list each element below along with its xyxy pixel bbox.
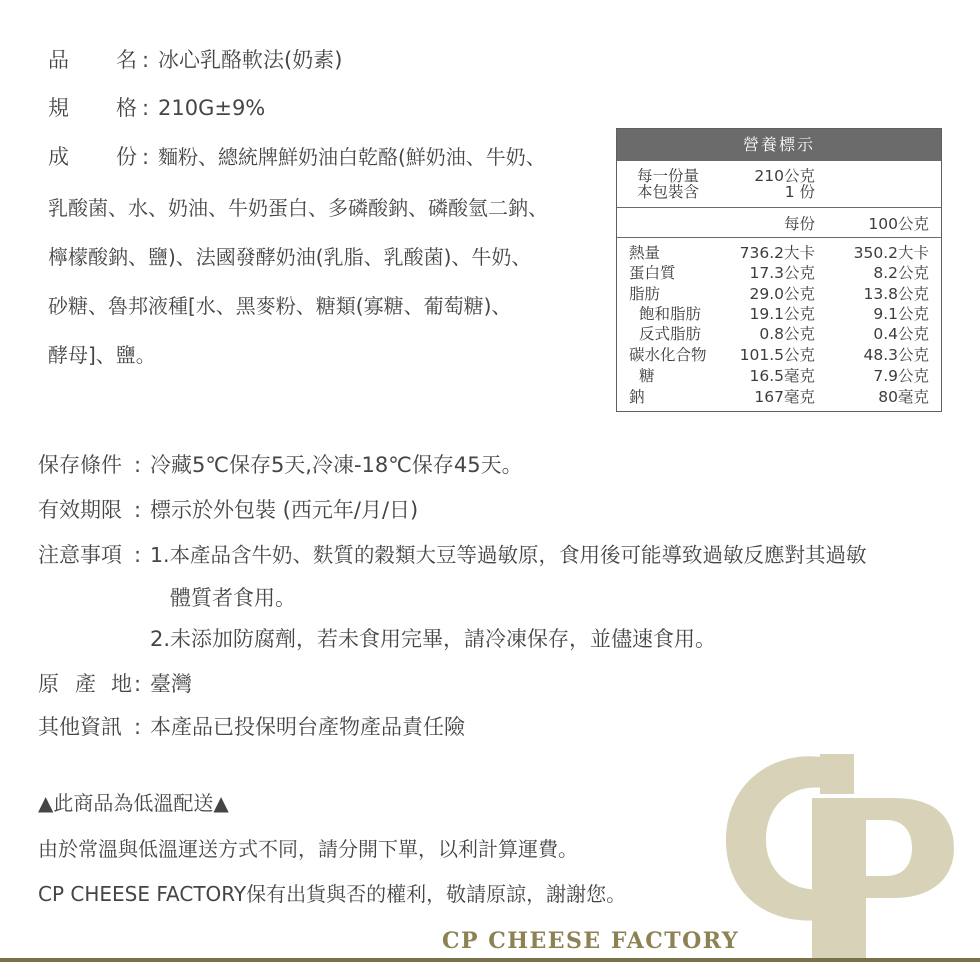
note-1-line-2: 體質者食用。 — [170, 586, 296, 610]
shipping-notice-title: ▲此商品為低溫配送▲ — [38, 791, 229, 815]
spec-value: 210G±9% — [158, 96, 266, 120]
nutrient-name: 飽和脂肪 — [639, 305, 702, 323]
ingredients-line: 酵母]、鹽。 — [48, 343, 156, 367]
ingredients-line: 砂糖、魯邦液種[水、黑麥粉、糖類(寡糖、葡萄糖)、 — [48, 294, 512, 318]
col-header-per-serving: 每份 — [783, 215, 815, 233]
nutrient-name: 鈉 — [629, 388, 645, 406]
colon: : — [134, 498, 142, 522]
serving-size-label: 每一份量 — [637, 167, 700, 185]
nutrient-name: 熱量 — [629, 244, 661, 262]
brand-name: CP CHEESE FACTORY — [442, 928, 740, 954]
colon: : — [142, 48, 150, 72]
note-2: 2.未添加防腐劑，若未食用完畢，請冷凍保存，並儘速食用。 — [150, 627, 717, 651]
nutrient-per-serving: 0.8公克 — [759, 325, 815, 343]
nutrient-name: 碳水化合物 — [629, 346, 707, 364]
serving-size-value: 210公克 — [754, 167, 815, 185]
origin-label-char3: 地 — [111, 672, 132, 696]
nutrient-per-serving: 29.0公克 — [749, 285, 815, 303]
expiry-label: 有效期限 — [38, 498, 122, 522]
other-info-value: 本產品已投保明台產物產品責任險 — [150, 715, 465, 739]
footer-divider — [0, 958, 980, 962]
servings-per-pack-label: 本包裝含 — [637, 183, 700, 201]
nutrient-per-serving: 17.3公克 — [749, 264, 815, 282]
notes-label: 注意事項 — [38, 543, 122, 567]
cp-monogram-logo — [716, 740, 956, 958]
colon: : — [142, 96, 150, 120]
origin-label-char2: 產 — [75, 672, 96, 696]
colon: : — [134, 715, 142, 739]
ingredients-line: 檸檬酸鈉、鹽)、法國發酵奶油(乳脂、乳酸菌)、牛奶、 — [48, 245, 532, 269]
nutrient-per-serving: 101.5公克 — [739, 346, 815, 364]
colon: : — [134, 672, 142, 696]
origin-value: 臺灣 — [150, 672, 192, 696]
storage-value: 冷藏5℃保存5天,冷凍-18℃保存45天。 — [150, 453, 523, 477]
spec-label-char2: 格 — [116, 96, 137, 120]
colon: : — [134, 453, 142, 477]
nutrition-facts-table — [616, 128, 942, 412]
nutrient-name: 脂肪 — [629, 285, 661, 303]
nutrient-per-100g: 48.3公克 — [863, 346, 929, 364]
nutrient-per-100g: 80毫克 — [878, 388, 929, 406]
shipping-notice-line: 由於常溫與低溫運送方式不同，請分開下單，以利計算運費。 — [38, 837, 578, 861]
cp-monogram-icon — [716, 740, 956, 958]
divider — [617, 237, 941, 238]
nutrient-per-serving: 736.2大卡 — [739, 244, 815, 262]
divider — [617, 207, 941, 208]
col-header-per-100g: 100公克 — [868, 215, 929, 233]
ingredients-label-char2: 份 — [116, 145, 137, 169]
nutrient-name: 糖 — [639, 367, 655, 385]
spec-label-char1: 規 — [48, 96, 69, 120]
servings-per-pack-value: 1 份 — [784, 183, 815, 201]
product-name-label-char1: 品 — [48, 48, 69, 72]
product-name-label-char2: 名 — [116, 48, 137, 72]
nutrient-per-100g: 7.9公克 — [873, 367, 929, 385]
nutrient-per-100g: 0.4公克 — [873, 325, 929, 343]
storage-label: 保存條件 — [38, 453, 122, 477]
expiry-value: 標示於外包裝 (西元年/月/日) — [150, 498, 419, 522]
nutrient-per-100g: 13.8公克 — [863, 285, 929, 303]
nutrition-title: 營養標示 — [617, 129, 941, 161]
other-info-label: 其他資訊 — [38, 715, 122, 739]
origin-label-char1: 原 — [38, 672, 59, 696]
nutrient-per-serving: 16.5毫克 — [749, 367, 815, 385]
ingredients-label-char1: 成 — [48, 145, 69, 169]
nutrient-per-100g: 9.1公克 — [873, 305, 929, 323]
nutrient-per-serving: 167毫克 — [754, 388, 815, 406]
colon: : — [134, 543, 142, 567]
nutrient-name: 反式脂肪 — [639, 325, 702, 343]
nutrient-per-100g: 8.2公克 — [873, 264, 929, 282]
nutrient-name: 蛋白質 — [629, 264, 676, 282]
ingredients-line: 乳酸菌、水、奶油、牛奶蛋白、多磷酸鈉、磷酸氫二鈉、 — [48, 196, 548, 220]
note-1-line-1: 1.本產品含牛奶、麩質的穀類大豆等過敏原，食用後可能導致過敏反應對其過敏 — [150, 543, 867, 567]
ingredients-line: 麵粉、總統牌鮮奶油白乾酪(鮮奶油、牛奶、 — [158, 145, 546, 169]
shipping-notice-line: CP CHEESE FACTORY保有出貨與否的權利，敬請原諒，謝謝您。 — [38, 882, 627, 906]
product-name-value: 冰心乳酪軟法(奶素) — [158, 48, 343, 72]
colon: : — [142, 145, 150, 169]
nutrient-per-serving: 19.1公克 — [749, 305, 815, 323]
nutrient-per-100g: 350.2大卡 — [853, 244, 929, 262]
